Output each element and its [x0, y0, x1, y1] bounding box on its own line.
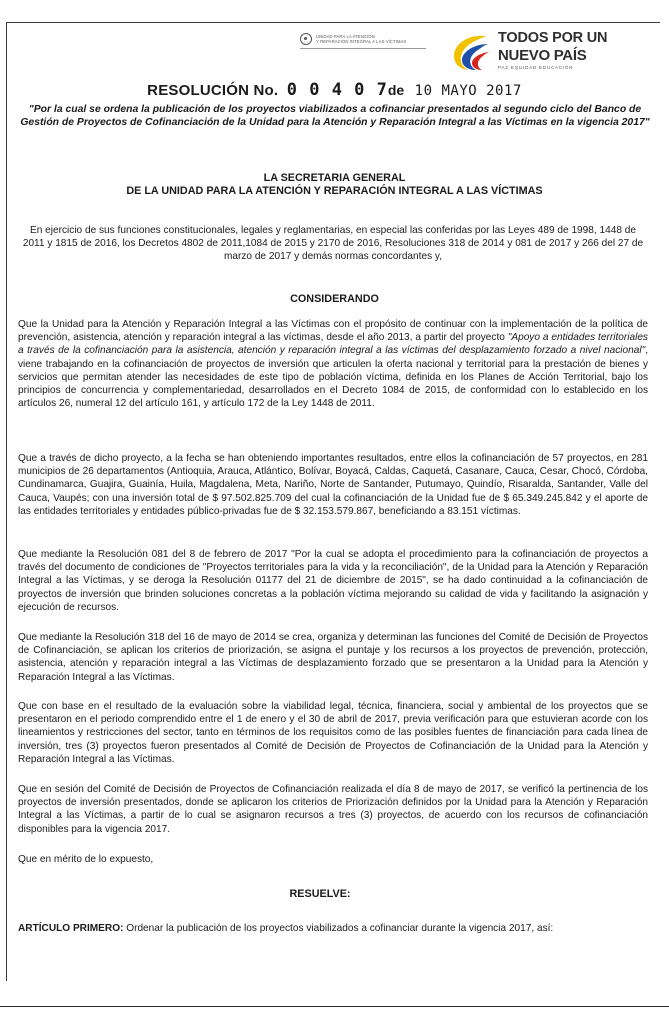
seal-text-line-1: UNIDAD PARA LA ATENCIÓN [316, 34, 375, 39]
logo-text-line-1: TODOS POR UN [498, 30, 608, 46]
seal-text-line-2: Y REPARACIÓN INTEGRAL A LAS VÍCTIMAS [316, 39, 407, 44]
paragraph-5: Que con base en el resultado de la evaluación sobre la viabilidad legal, técnica, financiera, social y ambiental de los proyectos que se presentaron en el periodo comprendido entre el 1 de enero y el 30 de abril de 2017, previa verificación para que estuvieran acorde con los lineamientos y restricciones del sector, tanto en términos de los requisitos como de las posibles fuentes de financiación para cada línea de inversión, tres (3) proyectos fueron presentados al Comité de Decisión de Proyectos de Cofinanciación de la Unidad para la Atención y Reparación Integral a las Víctimas. [18, 701, 648, 765]
paragraph-1-text-a: Que la Unidad para la Atención y Reparación Integral a las Víctimas con el propósito de continuar con la implementación de la política de prevención, asistencia, atención y reparación integral a las víctimas, desde el año 2013, a partir del proyecto [18, 319, 648, 344]
paragraph-1 [18, 318, 648, 410]
logo-swoosh-icon [450, 30, 492, 72]
paragraph-1-text-c: , viene trabajando en la cofinanciación de proyectos de inversión que articulen la oferta nacional y territorial para la prestación de bienes y servicios que permitan atender las necesidades de este tipo de población víctima, definida en los Planes de Acción Territorial, bajo los principios de concurrencia y complementariedad, desarrollados en el Decreto 1084 de 2015, de conformidad con lo establecido en los artículos 26, numeral 12 del artículo 161, y artículo 172 de la Ley 1448 de 2011. [18, 345, 648, 410]
paragraph-1-project-name: "Apoyo a entidades territoriales a través de la cofinanciación para la asistencia, atención y reparación integral a las víctimas del desplazamiento forzado a nivel nacional" [18, 332, 648, 357]
article-1 [18, 922, 648, 935]
logo-tagline: PAZ EQUIDAD EDUCACIÓN [498, 65, 574, 70]
resolution-date: 10 MAYO 2017 [414, 83, 522, 99]
resolution-title [0, 80, 669, 100]
authority-line-2: DE LA UNIDAD PARA LA ATENCIÓN Y REPARACIÓN INTEGRAL A LAS VÍCTIMAS [126, 185, 543, 198]
title-label: RESOLUCIÓN No. [147, 82, 279, 99]
paragraph-7: Que en mérito de lo expuesto, [18, 854, 154, 865]
logo-text-line-2: NUEVO PAÍS [498, 47, 587, 64]
authority-line-1: LA SECRETARIA GENERAL [263, 172, 406, 184]
institution-seal [300, 30, 426, 49]
title-de: de [387, 82, 405, 98]
preamble-text: En ejercicio de sus funciones constitucionales, legales y reglamentarias, en especial las conferidas por las Leyes 489 de 1998, 1448 de 2011 y 1815 de 2016, los Decretos 4802 de 2011,1084 de 2015 y 2170 de 2016, Resoluciones 318 de 2014 y 081 de 2017 y 266 del 27 de marzo de 2017 y demás normas concordantes y, [22, 225, 644, 263]
paragraph-2: Que a través de dicho proyecto, a la fecha se han obteniendo importantes resultados, entre ellos la cofinanciación de 57 proyectos, en 281 municipios de 26 departamentos (Antioquia, Arauca, Atlántico, Bolívar, Boyacá, Caldas, Caquetá, Casanare, Cauca, Cesar, Chocó, Córdoba, Cundinamarca, Guajira, Guainía, Huila, Magdalena, Meta, Nariño, Norte de Santander, Putumayo, Quindío, Risaralda, Santander, Valle del Cauca, Vaupés; con una inversión total de $ 97.502.825.709 del cual la cofinanciación de la Unidad fue de $ 65.349.245.842 y el aporte de las entidades territoriales y entidades público-privadas fue de $ 32.153.579.867, beneficiando a 83.151 víctimas. [18, 453, 648, 517]
issuing-authority [0, 172, 669, 199]
resolution-subject: "Por la cual se ordena la publicación de los proyectos viabilizados a cofinanciar presentados al segundo ciclo del Banco de Gestión de Proyectos de Cofinanciación de la Unidad para la Atención y Reparación Integral a las Víctimas en la vigencia 2017" [20, 104, 650, 129]
article-1-text: Ordenar la publicación de los proyectos viabilizados a cofinanciar durante la vigencia 2017, así: [123, 923, 554, 934]
seal-text [316, 34, 406, 44]
seal-icon [300, 33, 312, 45]
article-1-label: ARTÍCULO PRIMERO: [18, 923, 124, 934]
todos-por-un-nuevo-pais-logo [448, 18, 608, 74]
paragraph-4: Que mediante la Resolución 318 del 16 de mayo de 2014 se crea, organiza y determinan las funciones del Comité de Decisión de Proyectos de Cofinanciación, se aplican los criterios de priorización, se asigna el puntaje y los recursos a los proyectos de prevención, protección, asistencia, atención y reparación integral a las Víctimas de desplazamiento forzado que se presentaron a la Unidad para la Atención y Reparación Integral a las Víctimas. [18, 632, 648, 683]
paragraph-3: Que mediante la Resolución 081 del 8 de febrero de 2017 "Por la cual se adopta el procedimiento para la cofinanciación de proyectos a través del documento de condiciones de "Proyectos territoriales para la vida y la reconciliación", de la Unidad para la Atención y Reparación Integral a las Víctimas, y se deroga la Resolución 01177 del 21 de diciembre de 2015", se ha dado continuidad a la cofinanciación de proyectos de inversión que brinden soluciones concretas a la población víctima mejorando su calidad de vida y facilitando la asignación y ejecución de recursos. [18, 549, 648, 613]
paragraph-6: Que en sesión del Comité de Decisión de Proyectos de Cofinanciación realizada el día 8 de mayo de 2017, se verificó la pertinencia de los proyectos de inversión presentados, donde se aplicaron los criterios de Priorización definidos por la Unidad para la Atención y Reparación Integral a las Víctimas, a partir de lo cual se asignaron recursos a tres (3) proyectos, de acuerdo con los recursos de cofinanciación disponibles para la vigencia 2017. [18, 784, 648, 835]
considerando-heading: CONSIDERANDO [290, 293, 379, 305]
preamble [18, 224, 648, 264]
resolution-number: 0 0 4 0 7 [286, 80, 388, 100]
resuelve-heading: RESUELVE: [289, 888, 351, 900]
bottom-divider [0, 1006, 669, 1007]
